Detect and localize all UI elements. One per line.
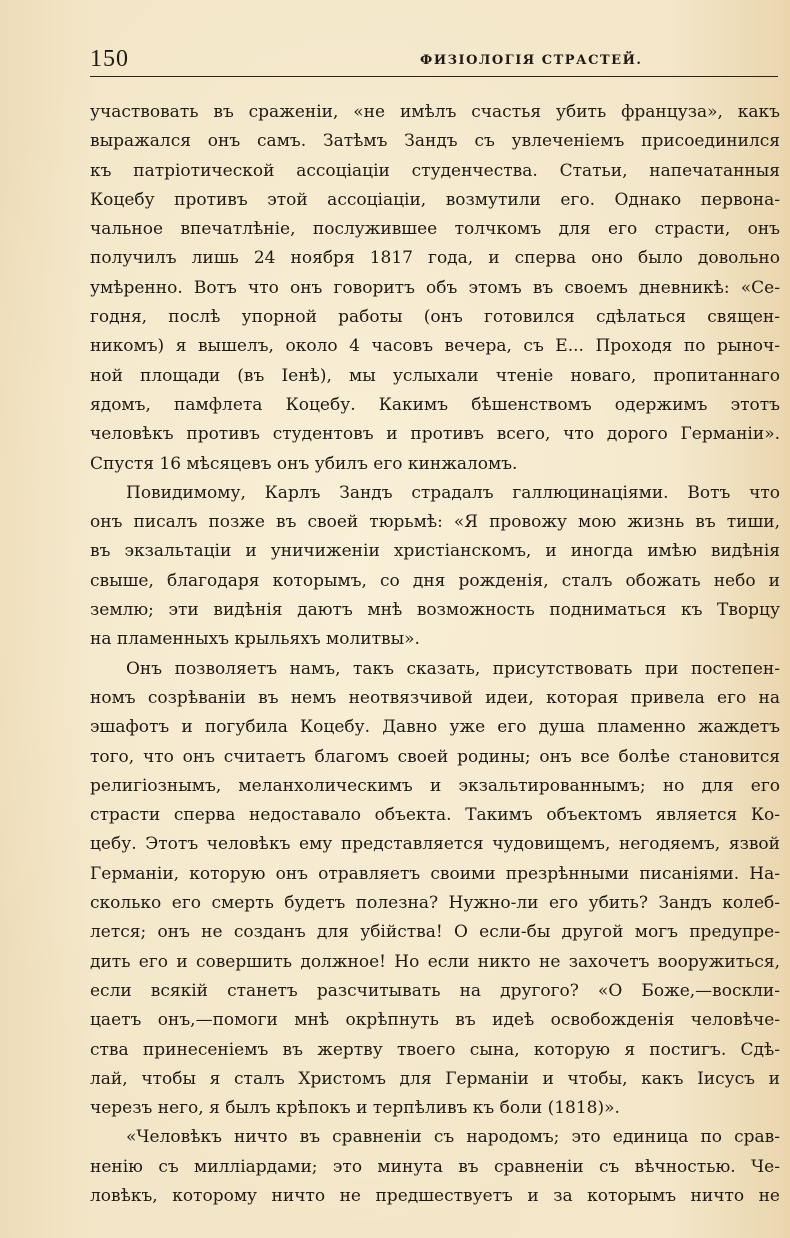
text-line: никомъ) я вышелъ, около 4 часовъ вечера, съ Е... Проходя по рыноч- (90, 336, 780, 357)
text-line: выражался онъ самъ. Затѣмъ Зандъ съ увлеченіемъ присоединился (90, 131, 780, 152)
text-line: ной площади (въ Іенѣ), мы услыхали чтеніе новаго, пропитаннаго (90, 365, 780, 386)
text-line: дить его и совершить должное! Но если никто не захочетъ вооружиться, (90, 951, 780, 972)
text-line: человѣкъ противъ студентовъ и противъ всего, что дорого Германіи». (90, 424, 780, 445)
text-line: чальное впечатлѣніе, послужившее толчкомъ для его страсти, онъ (90, 219, 780, 240)
text-line: цебу. Этотъ человѣкъ ему представляется чудовищемъ, негодяемъ, язвой (90, 834, 780, 855)
text-line: годня, послѣ упорной работы (онъ готовился сдѣлаться священ- (90, 307, 780, 328)
text-line: умѣренно. Вотъ что онъ говоритъ объ этомъ въ своемъ дневникѣ: «Се- (90, 277, 780, 298)
text-line: на пламенныхъ крыльяхъ молитвы». (90, 629, 420, 650)
page-number: 150 (90, 46, 129, 72)
text-line: къ патріотической ассоціаціи студенчества. Статьи, напечатанныя (90, 160, 780, 181)
text-line: онъ писалъ позже въ своей тюрьмѣ: «Я провожу мою жизнь въ тиши, (90, 512, 780, 533)
text-line: черезъ него, я былъ крѣпокъ и терпѣливъ къ боли (1818)». (90, 1098, 620, 1119)
text-line: землю; эти видѣнія даютъ мнѣ возможность подниматься къ Творцу (90, 600, 780, 621)
text-line: сколько его смерть будетъ полезна? Нужно-ли его убить? Зандъ колеб- (90, 893, 780, 914)
running-title: ФИЗІОЛОГІЯ СТРАСТЕЙ. (420, 53, 643, 68)
text-line: лай, чтобы я сталъ Христомъ для Германіи и чтобы, какъ Іисусъ и (90, 1068, 780, 1089)
text-line: эшафотъ и погубила Коцебу. Давно уже его душа пламенно жаждетъ (90, 717, 780, 738)
text-line: Онъ позволяетъ намъ, такъ сказать, присутствовать при постепен- (126, 658, 780, 679)
text-line: цаетъ онъ,—помоги мнѣ окрѣпнуть въ идеѣ освобожденія человѣче- (90, 1010, 780, 1031)
text-line: Коцебу противъ этой ассоціаціи, возмутили его. Однако первона- (90, 189, 780, 210)
text-line: ядомъ, памфлета Коцебу. Какимъ бѣшенствомъ одержимъ этотъ (90, 394, 780, 415)
text-line: ства принесеніемъ въ жертву твоего сына, которую я постигъ. Сдѣ- (90, 1039, 780, 1060)
text-line: получилъ лишь 24 ноября 1817 года, и сперва оно было довольно (90, 248, 780, 269)
text-line: въ экзальтаціи и уничиженіи христіанскомъ, и иногда имѣю видѣнія (90, 541, 780, 562)
text-line: участвовать въ сраженіи, «не имѣлъ счастья убить француза», какъ (90, 102, 780, 122)
text-line: страсти сперва недоставало объекта. Такимъ объектомъ является Ко- (90, 805, 780, 826)
text-line: того, что онъ считаетъ благомъ своей родины; онъ все болѣе становится (90, 746, 780, 767)
text-line: если всякій станетъ разсчитывать на другого? «О Боже,—воскли- (90, 980, 780, 1001)
body-text (90, 98, 780, 1211)
text-line: Германіи, которую онъ отравляетъ своими презрѣнными писаніями. На- (90, 863, 780, 884)
text-line: Повидимому, Карлъ Зандъ страдалъ галлюцинаціями. Вотъ что (126, 482, 780, 503)
text-line: ловѣкъ, которому ничто не предшествуетъ и за которымъ ничто не (90, 1185, 780, 1206)
text-line: свыше, благодаря которымъ, со дня рожденія, сталъ обожать небо и (90, 570, 780, 591)
text-line: номъ созрѣваніи въ немъ неотвязчивой идеи, которая привела его на (90, 687, 780, 708)
text-line: Спустя 16 мѣсяцевъ онъ убилъ его кинжаломъ. (90, 453, 518, 474)
text-line: ненію съ милліардами; это минута въ сравненіи съ вѣчностью. Че- (90, 1156, 780, 1177)
page-header (90, 44, 778, 77)
text-line: лется; онъ не созданъ для убійства! О если-бы другой могъ предупре- (90, 922, 780, 943)
text-line: религіознымъ, меланхолическимъ и экзальтированнымъ; но для его (90, 775, 780, 796)
text-line: «Человѣкъ ничто въ сравненіи съ народомъ; это единица по срав- (126, 1127, 780, 1148)
